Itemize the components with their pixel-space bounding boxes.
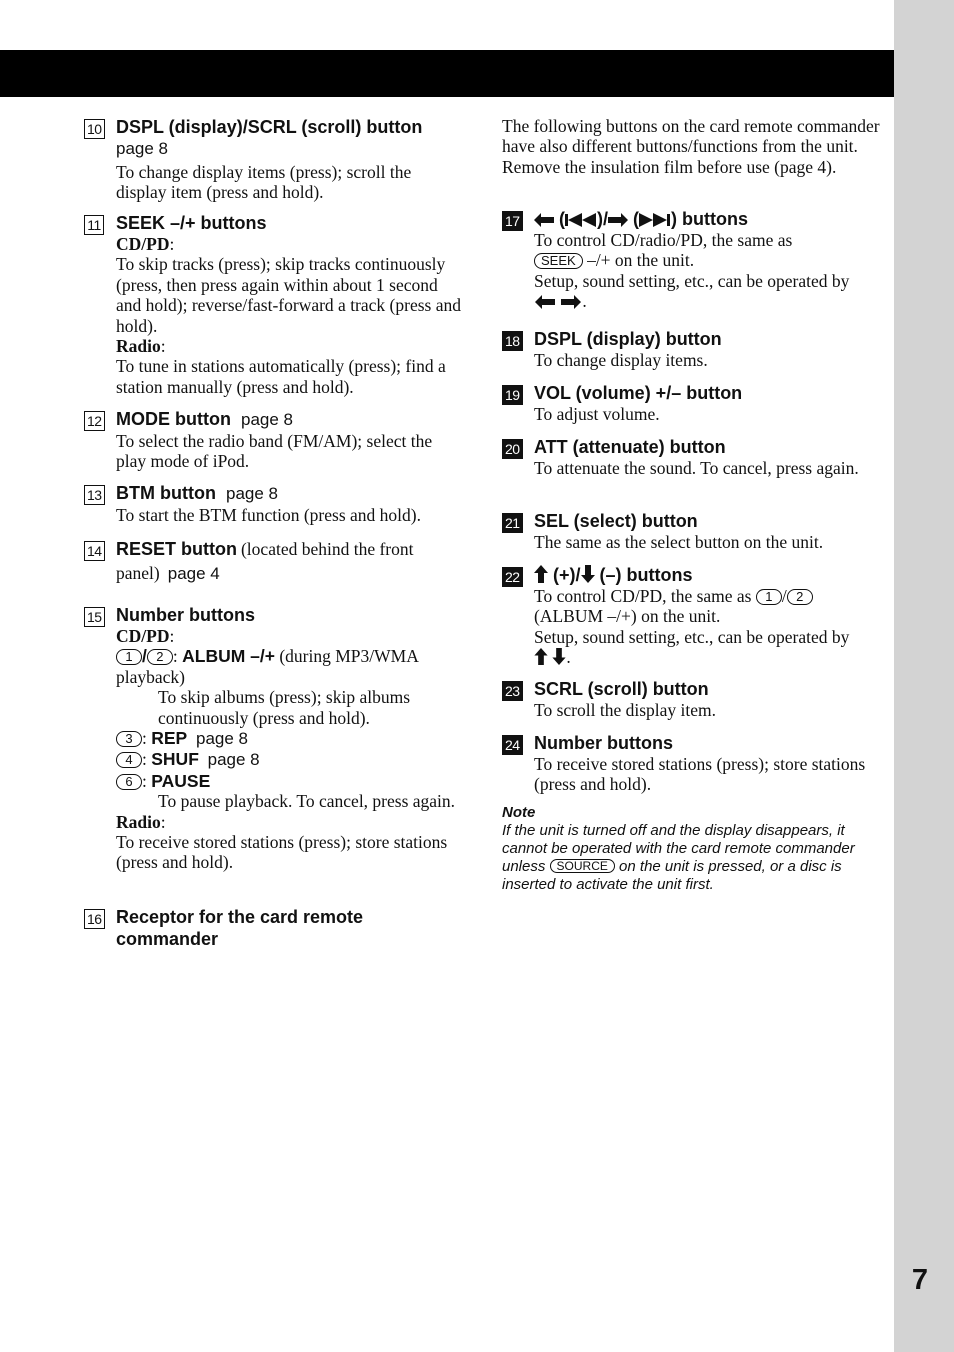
seek-key: SEEK: [534, 253, 583, 269]
previous-track-icon: [565, 213, 597, 227]
item-number: 22: [502, 567, 523, 587]
left-arrow-icon: [534, 295, 556, 309]
item-title: DSPL (display) button: [534, 329, 722, 349]
item-number: 17: [502, 211, 523, 231]
right-column: [502, 116, 882, 894]
pause-label: PAUSE: [151, 770, 211, 791]
up-arrow-icon: [534, 565, 548, 583]
item-number: 12: [84, 411, 105, 431]
note-text: If the unit is turned off and the display disappears, it cannot be operated with the card remote commander unless: [502, 822, 855, 875]
album-label: ALBUM –/+: [182, 646, 275, 667]
item-number: 16: [84, 909, 105, 929]
page-reference: page 8: [195, 729, 248, 749]
item-description: To adjust volume.: [534, 404, 660, 424]
item-number-buttons-remote: [502, 732, 882, 798]
key-1: 1: [756, 589, 782, 605]
item-vol-button: [502, 382, 882, 428]
item-seek-buttons: [84, 212, 464, 396]
item-description: The same as the select button on the unit.: [534, 532, 824, 552]
item-arrow-buttons: 17 ( )/ ( ) buttons To control CD/radio/PD, the same as SEEK –/+ on the unit. Setup, sound setting, etc., can be operated by .: [502, 208, 882, 320]
item-title: Receptor for the card remote commander: [116, 907, 364, 949]
item-number: 23: [502, 681, 523, 701]
item-description-cont: (ALBUM –/+) on the unit.: [534, 606, 721, 627]
next-track-icon: [639, 213, 671, 227]
cdpd-label: CD/PD: [116, 626, 170, 646]
item-description: To select the radio band (FM/AM); select the play mode of iPod.: [116, 431, 433, 472]
note-text-cont: on the unit is pressed, or a disc is inserted to activate the unit first.: [502, 858, 842, 893]
item-dspl-scrl-button: [84, 116, 464, 206]
item-dspl-button: [502, 328, 882, 374]
item-description: To control CD/PD, the same as: [534, 586, 752, 606]
key-6: 6: [116, 774, 142, 790]
item-number: 18: [502, 331, 523, 351]
pause-description: To pause playback. To cancel, press again.: [158, 791, 456, 812]
left-arrow-icon: [534, 213, 554, 227]
page-reference: page 8: [116, 139, 168, 158]
left-column: [84, 116, 464, 950]
item-number: 10: [84, 119, 105, 139]
item-description: To scroll the display item.: [534, 700, 717, 720]
key-2: 2: [787, 589, 813, 605]
header-band: [0, 50, 894, 97]
item-receptor: [84, 906, 464, 950]
radio-description: To tune in stations automatically (press); find a station manually (press and hold).: [116, 356, 446, 397]
side-strip: [894, 0, 954, 1352]
item-description: To change display items (press); scroll the display item (press and hold).: [116, 162, 412, 203]
shuf-label: SHUF: [151, 749, 199, 770]
item-number: 15: [84, 607, 105, 627]
page-reference: page 8: [207, 750, 260, 770]
item-description-cont: –/+ on the unit.: [587, 250, 695, 271]
down-arrow-icon: [552, 648, 566, 665]
album-description: To skip albums (press); skip albums continuously (press and hold).: [158, 687, 411, 728]
item-number: 14: [84, 541, 105, 561]
item-number: 19: [502, 385, 523, 405]
down-arrow-icon: [581, 565, 595, 583]
item-title: MODE button: [116, 409, 231, 429]
note-title: Note: [502, 804, 536, 821]
plus-label: (+)/: [553, 565, 581, 585]
key-2: 2: [147, 649, 173, 665]
item-number: 24: [502, 735, 523, 755]
right-arrow-icon: [560, 295, 582, 309]
item-description: To control CD/radio/PD, the same as: [534, 230, 793, 250]
item-number: 20: [502, 439, 523, 459]
page-reference: page 4: [167, 564, 220, 583]
item-sel-button: [502, 510, 882, 556]
page-reference: page 8: [241, 410, 293, 429]
item-title: SEL (select) button: [534, 511, 698, 531]
item-number: 11: [84, 215, 104, 235]
intro-text: The following buttons on the card remote commander have also different buttons/functions from the unit. Remove the insulation film before use (page 4).: [502, 116, 880, 177]
item-title: SCRL (scroll) button: [534, 679, 709, 699]
item-title: VOL (volume) +/– button: [534, 383, 743, 403]
source-key: SOURCE: [550, 859, 615, 873]
item-number: 21: [502, 513, 523, 533]
right-arrow-icon: [608, 213, 628, 227]
item-title: Number buttons: [116, 605, 255, 625]
note-section: [502, 804, 882, 894]
page-number: 7: [911, 1264, 929, 1296]
item-title: BTM button: [116, 483, 216, 503]
colon: :: [169, 234, 175, 254]
setup-description: Setup, sound setting, etc., can be operated by: [534, 270, 850, 291]
item-description: To receive stored stations (press); store stations (press and hold).: [534, 754, 866, 795]
item-updown-buttons: 22 (+)/ (–) buttons To control CD/PD, the same as 1 / 2 (ALBUM –/+) on the unit. Setup, sound setting, etc., can be operated by .: [502, 564, 882, 670]
item-title: SEEK –/+ buttons: [116, 213, 267, 233]
item-btm-button: [84, 482, 464, 528]
item-number-buttons: 15 Number buttons CD/PD: 1 / 2 : ALBUM –/+ (during MP3/WMA playback) To skip albums (press); skip albums continuously (press and hold). 3 : REP page 8 4 : SHUF page 8 6 : PAUSE To pause playback. To cancel, press again. Radio: To receive stored stations (press); store stations (press and hold).: [84, 604, 464, 896]
slash: /: [142, 646, 147, 667]
item-mode-button: [84, 408, 464, 472]
key-1: 1: [116, 649, 142, 665]
rep-label: REP: [151, 728, 188, 749]
key-4: 4: [116, 752, 142, 768]
radio-label: Radio: [116, 811, 161, 832]
item-title: ATT (attenuate) button: [534, 437, 726, 457]
colon: :: [160, 336, 166, 357]
item-reset-button: [84, 538, 464, 596]
item-title: buttons: [682, 209, 748, 229]
album-note: (during MP3/WMA playback): [116, 646, 418, 687]
location-note: (located behind the front panel): [116, 539, 414, 583]
setup-description: Setup, sound setting, etc., can be operated by: [534, 626, 850, 647]
item-title: RESET button: [116, 539, 237, 559]
item-description: To attenuate the sound. To cancel, press again.: [534, 458, 859, 478]
item-title: DSPL (display)/SCRL (scroll) button: [116, 117, 423, 137]
item-scrl-button: [502, 678, 882, 724]
item-description: To change display items.: [534, 350, 708, 370]
radio-label: Radio: [116, 336, 161, 357]
page-reference: page 8: [225, 484, 278, 503]
radio-description: To receive stored stations (press); store stations (press and hold).: [116, 832, 448, 873]
key-3: 3: [116, 731, 142, 747]
item-number: 13: [84, 485, 105, 505]
item-title: Number buttons: [534, 733, 673, 753]
item-description: To start the BTM function (press and hold).: [116, 505, 421, 525]
up-arrow-icon: [534, 648, 548, 665]
item-title: (–) buttons: [599, 565, 693, 585]
cdpd-label: CD/PD: [116, 234, 170, 254]
cdpd-description: To skip tracks (press); skip tracks continuously (press, then press again within about 1 second and hold); reverse/fast-forward a track (press and hold).: [116, 254, 461, 336]
item-att-button: [502, 436, 882, 502]
